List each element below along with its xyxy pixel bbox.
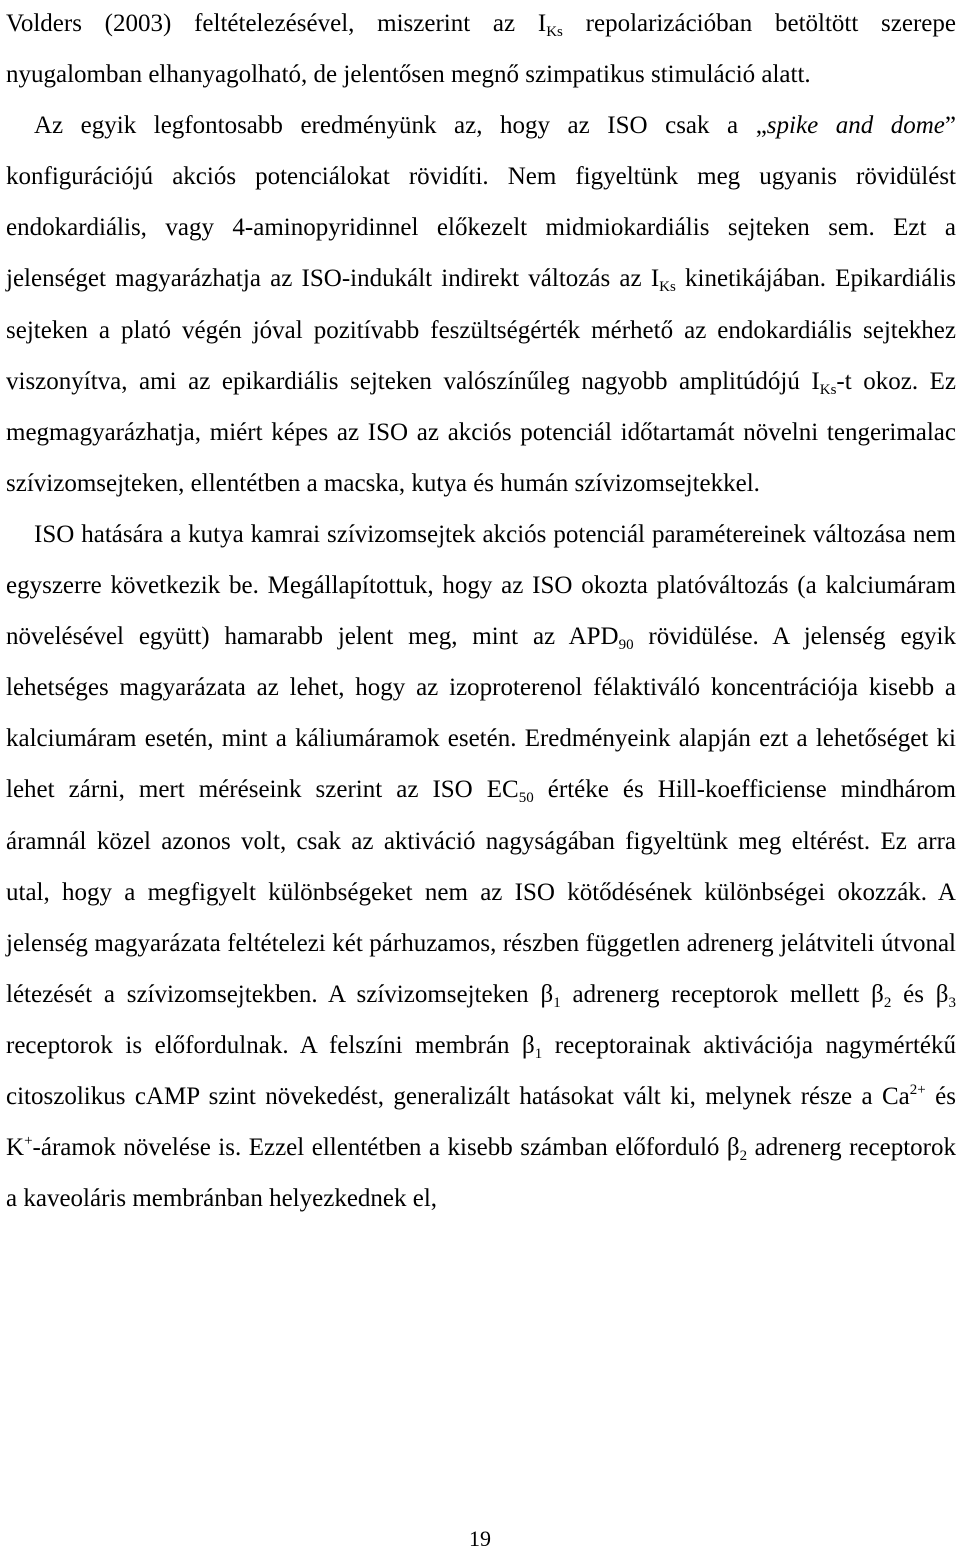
body-text	[6, 0, 956, 1224]
subscript: Ks	[546, 24, 563, 40]
text-run: és β	[891, 980, 949, 1008]
text-run: és K	[6, 1082, 956, 1162]
subscript: 2	[739, 1148, 748, 1165]
text-run: repolarizációban betöltött szerepe nyugalomban elhanyagolható, de jelentősen megnő szimpatikus stimuláció alatt.	[6, 10, 956, 89]
subscript: Ks	[819, 381, 837, 398]
superscript: 2+	[909, 1081, 926, 1098]
text-run: adrenerg receptorok mellett β	[560, 980, 884, 1008]
paragraph-1	[6, 0, 956, 100]
text-run: rövidülése. A jelenség egyik lehetséges magyarázata az lehet, hogy az izoproterenol félaktiváló koncentrációja kisebb a kalciumáram esetén, mint a káliumáramok esetén. Eredményeink alapján ezt a lehetőséget ki lehet zárni, mert méréseink szerint az ISO EC	[6, 623, 956, 804]
text-run: -áramok növelése is. Ezzel ellentétben a kisebb számban előforduló β	[32, 1134, 740, 1162]
subscript: 1	[553, 994, 561, 1011]
text-run: receptorok is előfordulnak. A felszíni membrán β	[6, 1031, 535, 1059]
text-run: ” konfigurációjú akciós potenciálokat rövidíti. Nem figyeltünk meg ugyanis rövidülést endokardiális, vagy 4-aminopyridinnel előkezelt midmiokardiális sejteken sem. Ezt a jelenséget magyarázhatja az ISO-indukált indirekt változás az I	[6, 112, 956, 293]
text-run: adrenerg receptorok a kaveoláris membránban helyezkednek el,	[6, 1134, 956, 1213]
subscript: 2	[883, 994, 892, 1011]
text-run: receptorainak aktivációja nagymértékű citoszolikus cAMP szint növekedést, generalizált hatásokat vált ki, melynek része a Ca	[6, 1031, 956, 1110]
superscript: +	[24, 1133, 33, 1150]
subscript: Ks	[659, 279, 676, 296]
italic-term: spike and dome	[766, 112, 945, 140]
subscript: 3	[948, 994, 957, 1011]
text-run: ISO hatására a kutya kamrai szívizomsejtek akciós potenciál paramétereinek változása nem egyszerre következik be. Megállapítottuk, hogy az ISO okozta platóváltozás (a kalciumáram növelésével együtt) hamarabb jelent meg, mint az APD	[6, 520, 956, 651]
subscript: 1	[534, 1045, 543, 1062]
text-run: kinetikájában. Epikardiális sejteken a plató végén jóval pozitívabb feszültségérték mérhető az endokardiális sejtekhez viszonyítva, ami az epikardiális sejteken valószínűleg nagyobb amplitúdójú I	[6, 265, 956, 395]
text-run: értéke és Hill-koefficiense mindhárom áramnál közel azonos volt, csak az aktiváció nagyságában figyeltünk meg eltérést. Ez arra utal, hogy a megfigyelt különbségeket nem az ISO kötődésének különbségei okozzák. A jelenség magyarázata feltételezi két párhuzamos, részben független adrenerg jelátviteli útvonal létezését a szívizomsejtekben. A szívizomsejteken β	[6, 776, 956, 1008]
text-run: Volders (2003) feltételezésével, miszerint az I	[6, 10, 547, 37]
text-run: -t okoz. Ez megmagyarázhatja, miért képes az ISO az akciós potenciál időtartamát növelni tengerimalac szívizomsejteken, ellentétben a macska, kutya és humán szívizomsejtekkel.	[6, 367, 957, 497]
paragraph-3	[6, 509, 956, 1224]
subscript: 90	[618, 637, 634, 654]
paragraph-2	[6, 100, 956, 509]
page-number: 19	[469, 1526, 491, 1551]
text-run: Az egyik legfontosabb eredményünk az, hogy az ISO csak a „	[34, 112, 767, 140]
subscript: 50	[518, 790, 534, 807]
